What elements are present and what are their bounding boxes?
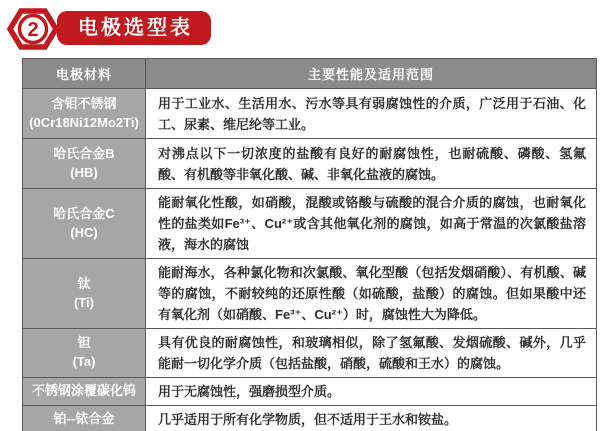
material-cell	[23, 329, 146, 378]
material-grade: (HC)	[70, 224, 98, 240]
table-row	[23, 139, 597, 189]
table-row	[23, 329, 597, 378]
electrode-selection-table	[22, 58, 597, 431]
material-grade: (Ti)	[74, 294, 94, 310]
material-cell	[23, 406, 146, 431]
description-cell: 具有优良的耐腐蚀性，和玻璃相似，除了氢氟酸、发烟硫酸、碱外，几乎能耐一切化学介质（包括盐酸，硝酸，硫酸和王水）的腐蚀。	[146, 329, 597, 378]
description-cell: 能耐海水，各种氯化物和次氯酸、氧化型酸（包括发烟硝酸）、有机酸、碱等的腐蚀，不耐较纯的还原性酸（如硫酸，盐酸）的腐蚀。但如果酸中还有氧化剂（如硝酸、Fe³⁺、Cu²⁺）时，腐蚀性大为降低。	[146, 259, 597, 329]
material-grade: (0Cr18Ni12Mo2Ti)	[29, 114, 139, 130]
material-name: 钽	[77, 335, 91, 351]
material-name: 含钼不锈钢	[51, 95, 117, 111]
section-title-banner	[57, 11, 211, 45]
table-row	[23, 406, 597, 431]
material-grade: (Ta)	[72, 354, 96, 369]
table-row	[23, 259, 597, 329]
section-title: 电极选型表	[78, 17, 193, 39]
table-row	[23, 89, 597, 139]
material-cell	[23, 139, 146, 189]
table-header-row	[23, 59, 597, 89]
table-row	[23, 189, 597, 259]
material-name: 钛	[77, 275, 91, 291]
material-cell	[23, 378, 146, 406]
column-header-material: 电极材料	[23, 59, 146, 89]
description-cell: 用于无腐蚀性，强磨损型介质。	[146, 378, 597, 406]
material-name: 哈氏合金C	[53, 205, 115, 221]
description-cell: 能耐氧化性酸，如硝酸，混酸或铬酸与硫酸的混合介质的腐蚀，也耐氧化性的盐类如Fe³⁺、Cu²⁺或含其他氧化剂的腐蚀，如高于常温的次氯酸盐溶液，海水的腐蚀	[146, 189, 597, 259]
description-cell: 用于工业水、生活用水、污水等具有弱腐蚀性的介质，广泛用于石油、化工、尿素、维尼纶等工业。	[146, 89, 597, 139]
description-cell: 几乎适用于所有化学物质，但不适用于王水和铵盐。	[146, 406, 597, 431]
material-grade: (HB)	[70, 164, 98, 180]
material-cell	[23, 259, 146, 329]
material-name: 铂--铱合金	[53, 411, 115, 427]
description-cell: 对沸点以下一切浓度的盐酸有良好的耐腐蚀性，也耐硫酸、磷酸、氢氟酸、有机酸等非氧化酸、碱、非氧化盐液的腐蚀。	[146, 139, 597, 189]
column-header-performance: 主要性能及适用范围	[146, 59, 597, 89]
material-name: 不锈钢涂覆碳化钨	[31, 383, 136, 399]
material-cell	[23, 89, 146, 139]
badge-number: 2	[27, 19, 39, 41]
material-cell	[23, 189, 146, 259]
material-name: 哈氏合金B	[53, 145, 115, 161]
table-row	[23, 378, 597, 406]
section-number-badge	[7, 6, 59, 52]
